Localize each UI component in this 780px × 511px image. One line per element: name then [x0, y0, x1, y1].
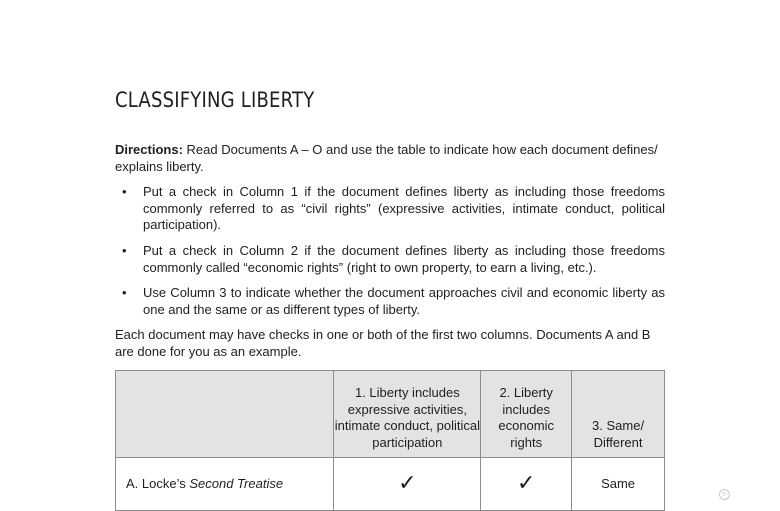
table-header-row [116, 371, 665, 458]
checkmark-icon: ✓ [481, 458, 572, 511]
example-note: Each document may have checks in one or both of the first two columns. Documents A and B are done for you as an example. [115, 327, 651, 359]
page-title: CLASSIFYING LIBERTY [115, 88, 315, 112]
document-title: Second Treatise [189, 475, 284, 491]
header-civil-liberty: 1. Liberty includes expressive activities, intimate conduct, political participation [334, 371, 481, 458]
document-name-cell [116, 458, 334, 511]
bullet-marker: • [122, 243, 127, 258]
instruction-text: Put a check in Column 2 if the document defines liberty as including those freedoms commonly called “economic rights” (right to own property, to earn a living, etc.). [143, 243, 665, 275]
instruction-text: Put a check in Column 1 if the document defines liberty as including those freedoms commonly referred to as “civil rights” (expressive activities, intimate conduct, political participation). [143, 184, 665, 232]
bullet-marker: • [122, 184, 127, 199]
bullet-marker: • [122, 285, 127, 300]
instruction-text: Use Column 3 to indicate whether the document approaches civil and economic liberty as one and the same or as different types of liberty. [143, 285, 665, 317]
document-name: A. Locke’s [126, 475, 190, 491]
same-different-cell: Same [572, 458, 665, 511]
header-document [116, 371, 334, 458]
header-same-different: 3. Same/ Different [572, 371, 665, 458]
directions-text: Read Documents A – O and use the table to indicate how each document defines/ explains liberty. [115, 142, 658, 174]
liberty-classification-table [115, 370, 665, 511]
header-economic-liberty: 2. Liberty includes economic rights [481, 371, 572, 458]
directions-label: Directions: [115, 142, 183, 157]
checkmark-icon: ✓ [334, 458, 481, 511]
copyright-icon: © [719, 489, 730, 500]
directions-paragraph [115, 142, 665, 175]
table-row [116, 458, 665, 511]
